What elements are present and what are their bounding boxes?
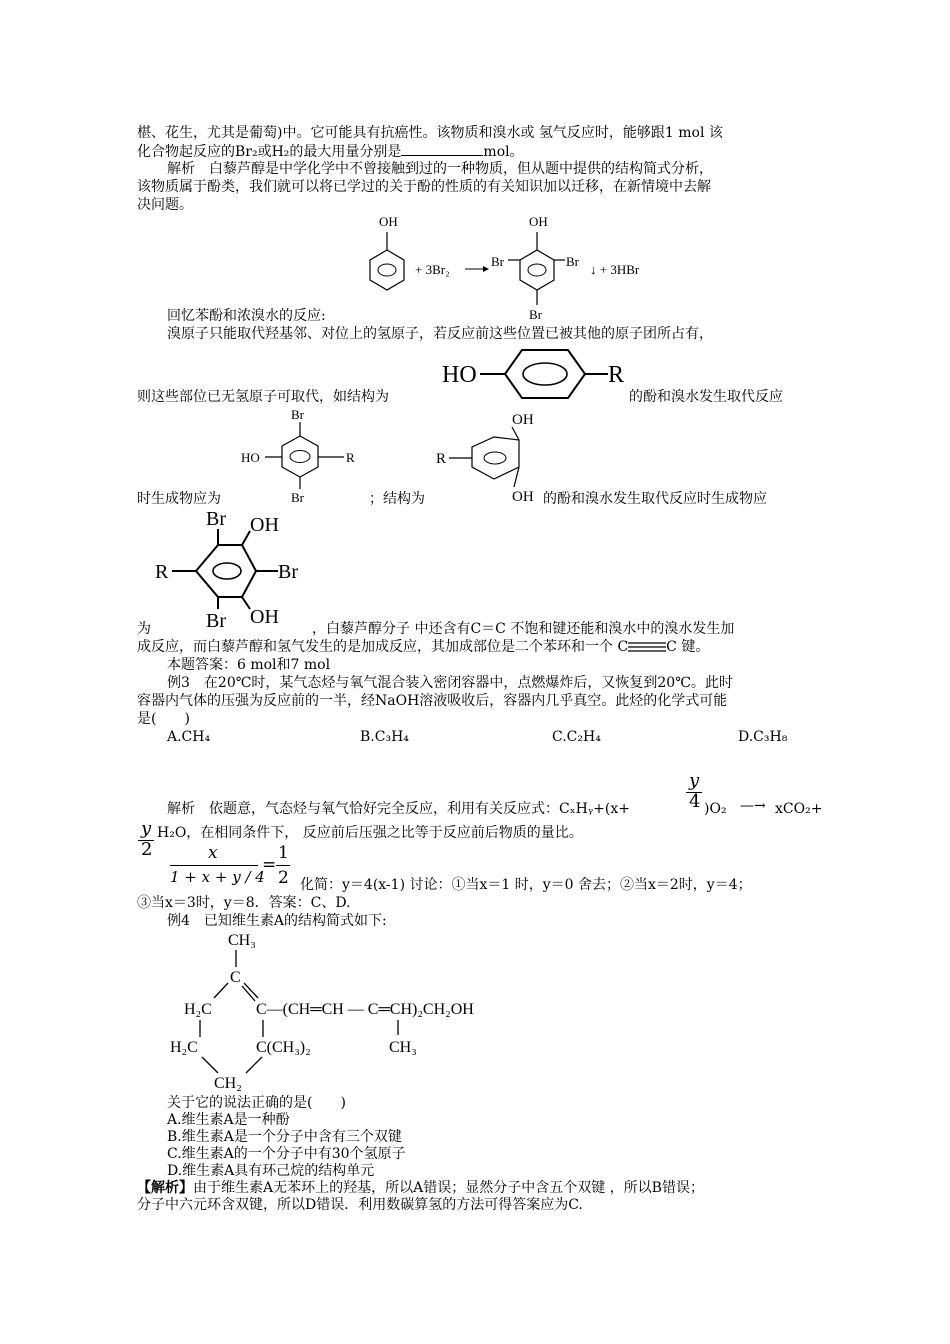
ex4-solution-text-1: 由于维生素A无苯环上的羟基，所以A错误；显然分子中含五个双键 ，所以B错误； [193, 1180, 704, 1196]
sol3-equals: = [262, 855, 277, 875]
analysis-line-2: 该物质属于酚类，我们就可以将已学过的关于酚的性质的有关知识加以迁移，在新情境中去解 [137, 179, 711, 195]
rule-line-4-left: 为 [137, 621, 151, 637]
sol3-y-over-4-denominator: 4 [689, 791, 701, 812]
analysis-line-1: 解析 白藜芦醇是中学化学中不曾接触到过的一种物质，但从题中提供的结构简式分析， [167, 161, 713, 177]
tribromo-product-structure [150, 505, 320, 633]
dibromo-ho-label: HO [241, 450, 260, 465]
ex4-solution-line-2: 分子中六元环含双键，所以D错误．利用数碳算氢的方法可得答案应为C. [137, 1197, 583, 1213]
byproduct-hbr-label: ↓ + 3HBr [590, 262, 640, 277]
rule-line-3-right: 的酚和溴水发生取代反应时生成物应 [543, 491, 767, 507]
dibromo-br-top: Br [291, 407, 304, 422]
dibromo-br-bottom: Br [291, 490, 304, 505]
vita-h2c-upper: H₂C [184, 1001, 212, 1018]
resorcinol-oh-bottom: OH [512, 489, 534, 505]
sol3-half-bar [276, 865, 290, 866]
vita-ch3-chain: CH₃ [389, 1039, 417, 1056]
tribromo-oh-bottom: OH [250, 606, 279, 628]
answer-line: 本题答案：6 mol和7 mol [167, 657, 331, 673]
ex4-solution-line-1 [137, 1179, 704, 1197]
sol3-y-over-2-denominator: 2 [141, 839, 153, 860]
analysis-line-3: 决问题。 [137, 197, 193, 213]
ex3-option-d: D.C₃H₈ [738, 729, 788, 745]
product-br-right: Br [566, 254, 579, 269]
vita-h2c-lower: H₂C [170, 1039, 198, 1056]
ex4-title: 例4 已知维生素A的结构简式如下: [167, 913, 387, 929]
ex4-option-c: C.维生素A的一个分子中有30个氢原子 [167, 1146, 406, 1162]
tribromo-oh-top: OH [250, 514, 279, 536]
tribromo-br-bottom: Br [206, 610, 226, 632]
vita-c-ch3-2: C(CH₃)₂ [256, 1039, 311, 1056]
phenol-oh-label: OH [379, 214, 398, 229]
sol3-line-1b: )O₂ [704, 801, 727, 817]
rule-line-3-mid: ；结构为 [369, 491, 425, 507]
rule-line-4-right: ，白藜芦醇分子 中还含有C＝C 不饱和键还能和溴水中的溴水发生加 [312, 621, 735, 637]
triple-bond-icon [628, 641, 666, 653]
sol3-ratio-bar [170, 865, 258, 866]
sol3-y-over-2-numerator: y [141, 818, 152, 839]
sol3-y-over-4-numerator: y [689, 770, 700, 791]
rule-line-3-left: 时生成物应为 [137, 491, 221, 507]
vita-side-chain: C—(CH═CH — C═CH)₂CH₂OH [256, 1001, 474, 1018]
resorcinol-oh-top: OH [512, 412, 534, 428]
ex3-option-a: A.CH₄ [167, 729, 211, 745]
sol3-ratio-numerator: x [208, 843, 218, 863]
product-br-left: Br [491, 254, 504, 269]
rule-line-1: 溴原子只能取代羟基邻、对位上的氢原子，若反应前这些位置已被其他的原子团所占有， [167, 326, 713, 342]
sol3-half-numerator: 1 [278, 843, 289, 863]
vita-c-top: C [230, 969, 241, 986]
sol3-ratio-denominator: 1 + x + y / 4 [170, 868, 265, 886]
resorcinol-r-label: R [436, 451, 447, 467]
ex4-solution-label: 【解析】 [137, 1180, 193, 1196]
rule-line-5-text: 成反应，而白藜芦醇和氢气发生的是加成反应，其加成部位是二个苯环和一个 C [137, 639, 629, 655]
ex3-option-c: C.C₂H₄ [552, 729, 601, 745]
ex3-line-3: 是( ) [137, 711, 190, 727]
vita-ch2-bottom: CH₂ [214, 1075, 242, 1092]
ex4-option-d: D.维生素A具有环己烷的结构单元 [167, 1163, 375, 1179]
ex4-question: 关于它的说法正确的是( ) [167, 1095, 346, 1111]
r-label: R [608, 362, 625, 388]
recall-line: 回忆苯酚和浓溴水的反应: [167, 308, 326, 324]
rule-line-5-end: C 键。 [666, 639, 710, 655]
vita-ch3-top: CH₃ [228, 932, 256, 949]
question-line-2-unit: mol。 [483, 144, 524, 160]
sol3-reaction-arrow: —→ [740, 798, 766, 814]
reactant-br2-label: + 3Br₂ [415, 262, 450, 277]
ex4-option-b: B.维生素A是一个分子中含有三个双键 [167, 1129, 402, 1145]
sol3-line-1a: 解析 依题意，气态烃与氧气恰好完全反应，利用有关反应式：CₓHᵧ+(x+ [167, 801, 630, 817]
r-dihydroxy-structure [432, 405, 547, 505]
product-br-bottom: Br [529, 307, 542, 322]
question-line-2 [137, 142, 524, 161]
rule-line-5 [137, 638, 709, 656]
dibromo-r-label: R [346, 450, 355, 465]
answer-blank [401, 142, 483, 156]
tribromo-br-top: Br [206, 508, 226, 530]
product-oh-label: OH [529, 214, 548, 229]
dibromo-product-structure [238, 405, 368, 505]
tribromo-br-right: Br [278, 561, 298, 583]
rule-line-2-left: 则这些部位已无氢原子可取代，如结构为 [137, 389, 389, 405]
ho-label: HO [442, 362, 477, 388]
ex3-line-2: 容器内气体的压强为反应前的一半，经NaOH溶液吸收后，容器内几乎真空。此烃的化学式可能 [137, 693, 728, 709]
rule-line-2-right: 的酚和溴水发生取代反应 [629, 389, 783, 405]
ex3-line-1: 例3 在20℃时，某气态烃与氧气混合装入密闭容器中，点燃爆炸后，又恢复到20℃。此时 [167, 675, 733, 691]
vitamin-a-structure [170, 925, 520, 1095]
tribromo-r-label: R [155, 561, 169, 583]
phenol-bromination-diagram [355, 210, 675, 325]
sol3-line-4: ③当x＝3时，y＝8．答案：C、D. [137, 895, 351, 911]
sol3-line-1c: xCO₂+ [775, 801, 823, 817]
ho-phenyl-r-structure [440, 344, 630, 406]
ex4-option-a: A.维生素A是一种酚 [167, 1112, 290, 1128]
sol3-half-denominator: 2 [278, 868, 289, 888]
sol3-line-3: 化简：y＝4(x-1) 讨论：①当x＝1 时，y＝0 舍去；②当x＝2时，y＝4； [300, 877, 752, 893]
question-line-1: 椹、花生，尤其是葡萄)中。它可能具有抗癌性。该物质和溴水或 氢气反应时，能够跟1 mol 该 [137, 125, 723, 141]
sol3-line-2: H₂O，在相同条件下， 反应前后压强之比等于反应前后物质的量比。 [157, 825, 583, 841]
question-line-2-text: 化合物起反应的Br₂或H₂的最大用量分别是 [137, 144, 402, 160]
ex3-option-b: B.C₃H₄ [360, 729, 409, 745]
